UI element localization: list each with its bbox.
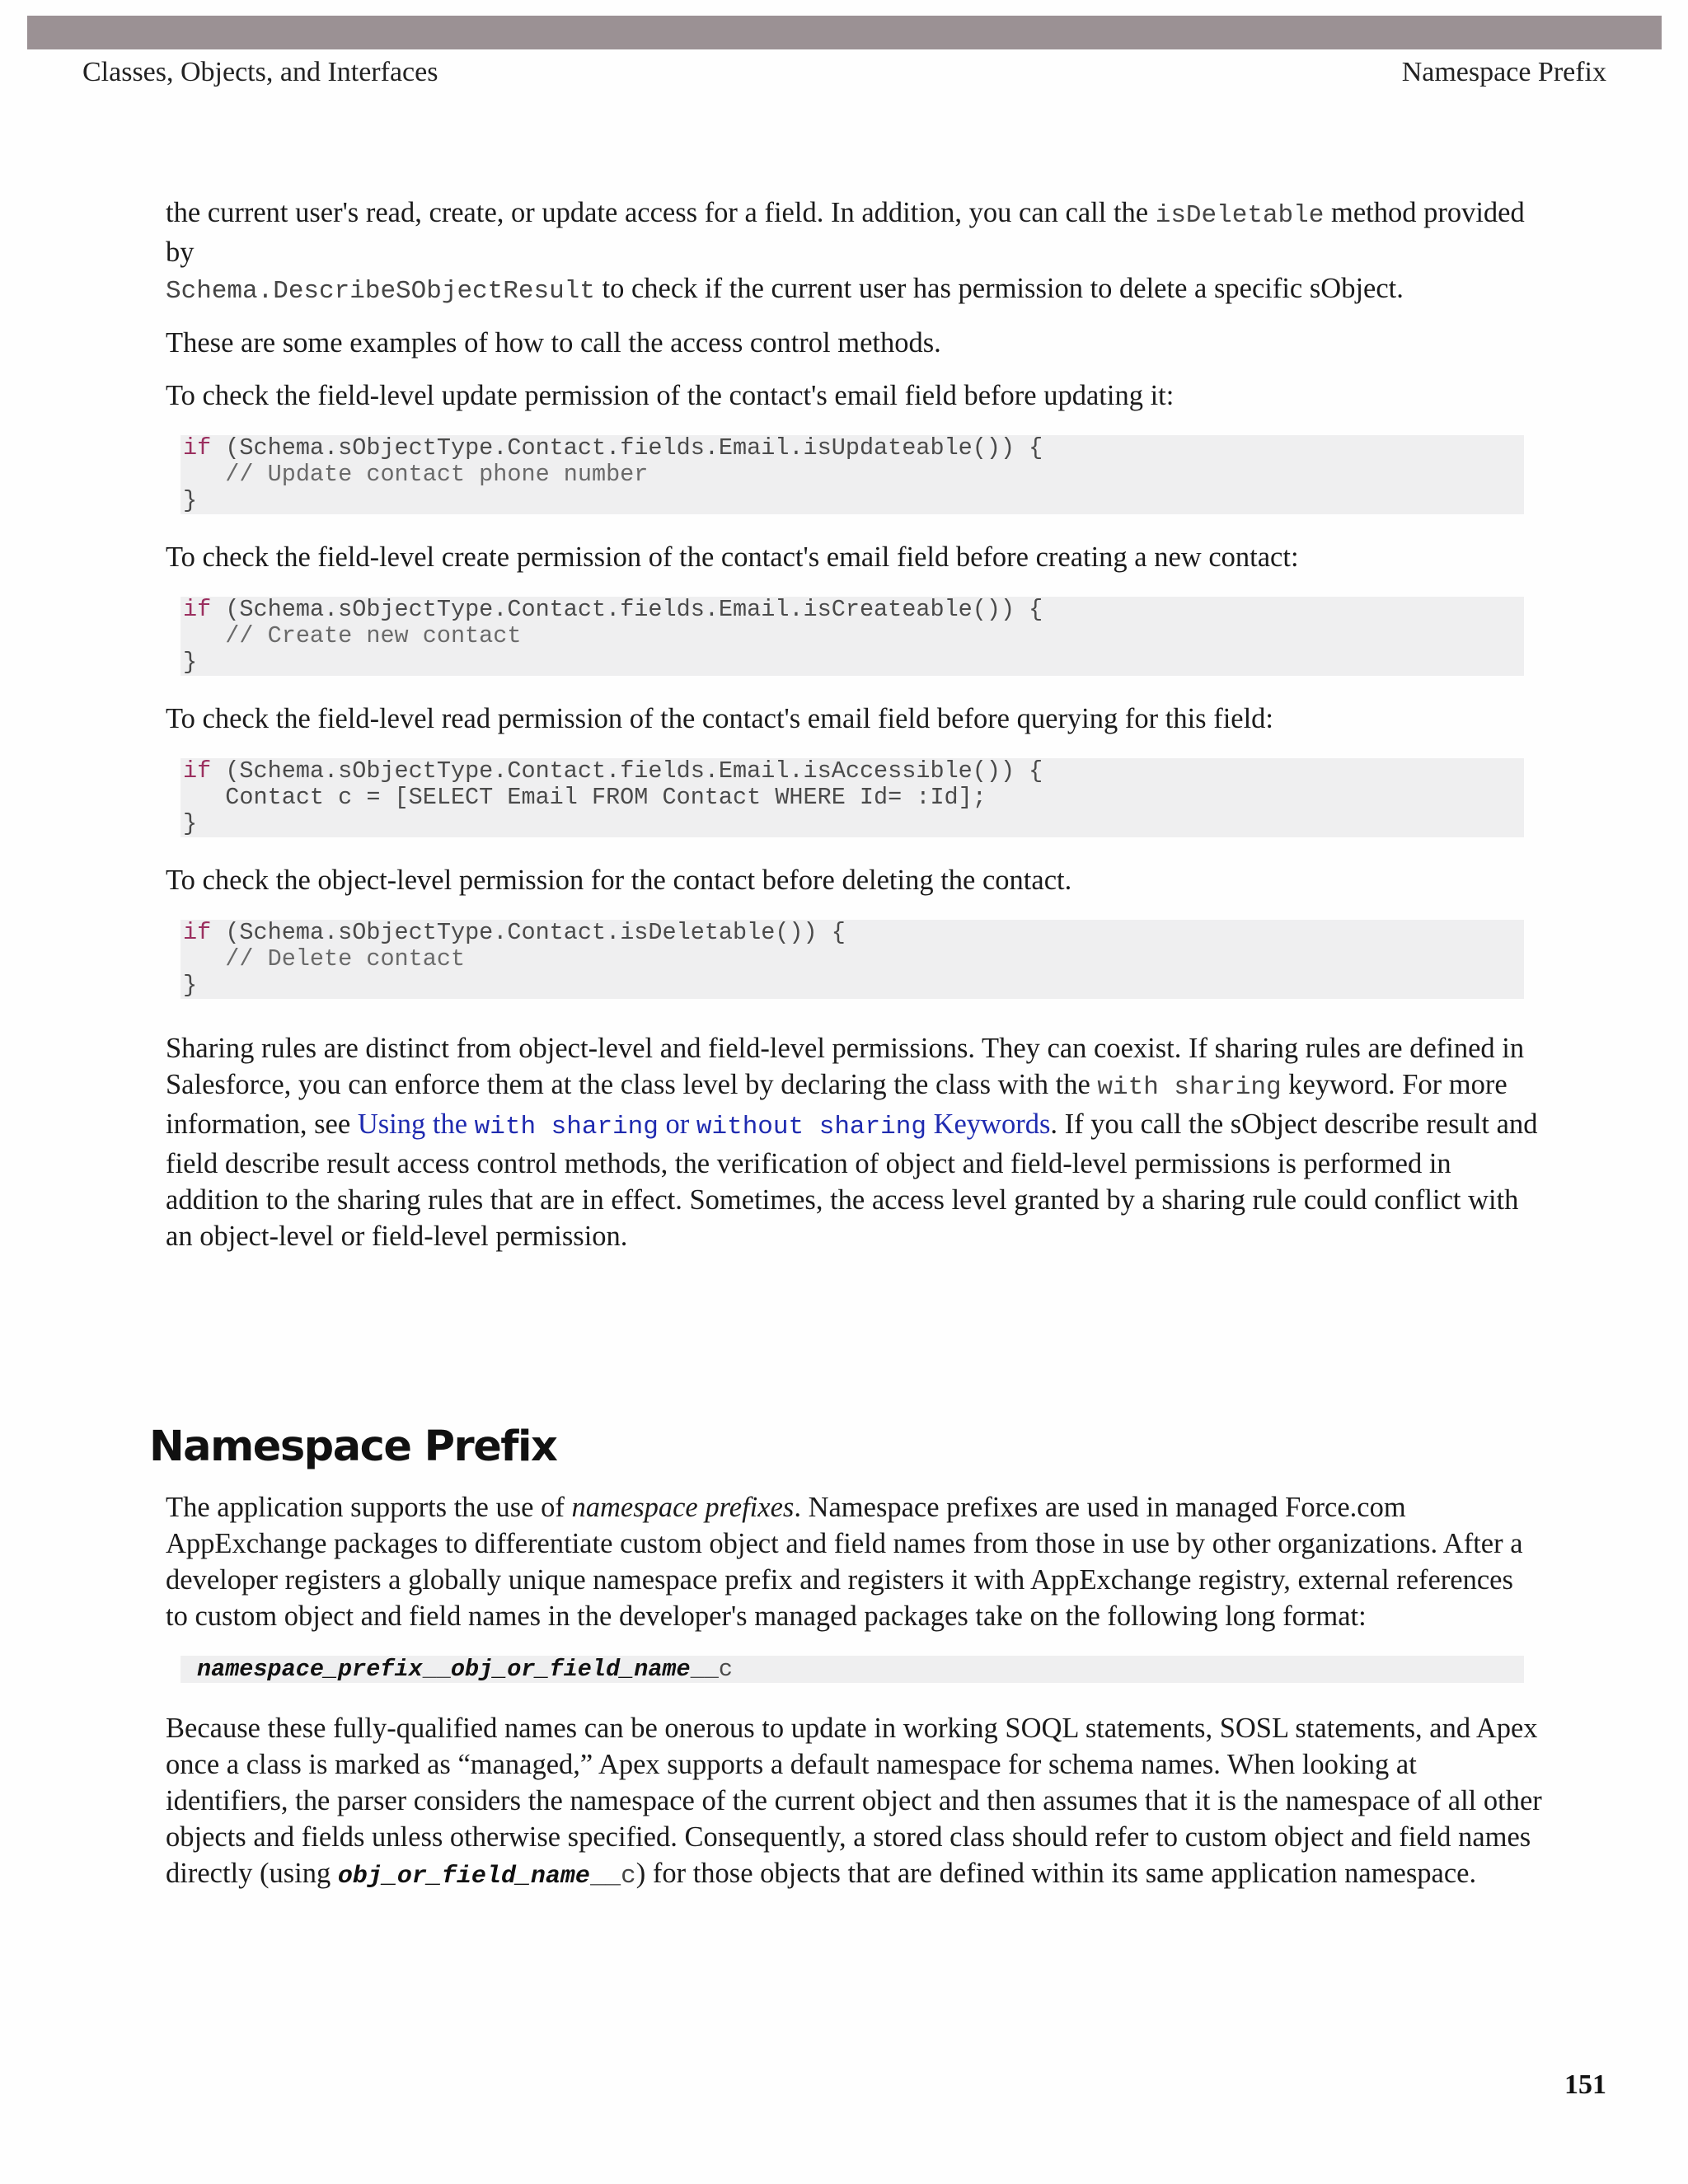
code-comment: // Create new contact (183, 622, 522, 649)
text: . If you call the sObject describe result and field describe result access control methods, the verification of object and field-level permissions is performed in addition to the sharing rules that are in effect. Sometimes, the access level granted by a sharing rule could conflict with an object-level or field-level permission. (166, 1108, 1538, 1252)
paragraph-delete-check: To check the object-level permission for the contact before deleting the contact. (166, 865, 1072, 896)
code-block-namespace-format (181, 1656, 1524, 1683)
code-text: (Schema.sObjectType.Contact.fields.Email.isCreateable()) { (211, 596, 1043, 623)
link-code: without sharing (696, 1113, 926, 1141)
code-block-read (181, 758, 1524, 837)
code-text: (Schema.sObjectType.Contact.fields.Email.isAccessible()) { (211, 757, 1043, 785)
code-line (183, 435, 1524, 462)
code-line: Contact c = [SELECT Email FROM Contact WHERE Id= :Id]; (183, 784, 987, 811)
paragraph-create-check: To check the field-level create permission of the contact's email field before creating a new contact: (166, 541, 1299, 573)
code-block-delete (181, 920, 1524, 999)
paragraph-update-check: To check the field-level update permission of the contact's email field before updating it: (166, 380, 1175, 411)
inline-code: __c (589, 1862, 636, 1891)
paragraph-access-methods (166, 194, 1542, 310)
code-line (183, 920, 1524, 946)
code-line: } (183, 649, 198, 676)
text: ) for those objects that are defined within its same application namespace. (635, 1858, 1477, 1889)
keyword-if: if (183, 596, 212, 623)
link-text: or (658, 1108, 696, 1140)
code-block-create (181, 597, 1524, 676)
page-number: 151 (1564, 2069, 1606, 2100)
paragraph-read-check: To check the field-level read permission of the contact's email field before querying for this field: (166, 703, 1274, 734)
link-code: with sharing (474, 1113, 659, 1141)
keyword-if: if (183, 919, 212, 946)
inline-code-describesobjectresult: Schema.DescribeSObjectResult (166, 277, 595, 306)
code-bold-italic: obj_or_field_name (337, 1863, 590, 1891)
code-text: (Schema.sObjectType.Contact.fields.Email.isUpdateable()) { (211, 434, 1043, 462)
paragraph-default-namespace (166, 1710, 1542, 1895)
section-heading: Namespace Prefix (149, 1422, 557, 1471)
code-comment: // Update contact phone number (183, 461, 649, 488)
code-line (183, 597, 1524, 623)
running-header-chapter: Classes, Objects, and Interfaces (82, 57, 438, 87)
code-line: } (183, 487, 198, 514)
text: keyword. For more information, see (166, 1069, 1507, 1140)
link-text: Keywords (926, 1108, 1051, 1140)
top-color-bar (27, 16, 1662, 49)
link-text: Using the (357, 1108, 475, 1140)
code-text: __c (690, 1656, 733, 1683)
code-bold-italic: obj_or_field_name (450, 1656, 691, 1683)
code-bold-italic: namespace_prefix (197, 1656, 423, 1683)
text: Because these fully-qualified names can be onerous to update in working SOQL statements, SOSL statements, and Apex once a class is marked as “managed,” Apex supports a default namespace for schema names. When looking at identifiers, the parser considers the namespace of the current object and then assumes that it is the namespace of all other objects and fields unless otherwise specified. Consequently, a stored class should refer to custom object and field names directly (using (166, 1713, 1542, 1889)
paragraph-sharing-rules (166, 1030, 1542, 1254)
text: the current user's read, create, or update access for a field. In addition, you can call the (166, 197, 1156, 228)
text: method provided by (166, 197, 1525, 268)
code-line (197, 1656, 1524, 1683)
code-text: (Schema.sObjectType.Contact.isDeletable()) { (211, 919, 846, 946)
keyword-if: if (183, 757, 212, 785)
page-content (166, 194, 1542, 1254)
emphasis: namespace prefixes (571, 1492, 795, 1523)
code-block-update (181, 435, 1524, 514)
code-line (183, 758, 1524, 785)
text: Sharing rules are distinct from object-level and field-level permissions. They can coexist. If sharing rules are defined in Salesforce, you can enforce them at the class level by declaring the class with the (166, 1033, 1525, 1100)
text: . Namespace prefixes are used in managed Force.com AppExchange packages to differentiate custom object and field names from those in use by other organizations. After a developer registers a globally unique namespace prefix and registers it with AppExchange registry, external references to custom object and field names in the developer's managed packages take on the following long format: (166, 1492, 1523, 1632)
paragraph-examples-intro: These are some examples of how to call the access control methods. (166, 327, 941, 359)
inline-code-isdeletable: isDeletable (1155, 201, 1325, 230)
code-line: } (183, 972, 198, 999)
code-line: } (183, 810, 198, 837)
section-content (166, 1489, 1542, 1895)
paragraph-namespace-intro (166, 1489, 1542, 1634)
text: The application supports the use of (166, 1492, 572, 1523)
link-sharing-keywords[interactable] (358, 1108, 1051, 1140)
keyword-if: if (183, 434, 212, 462)
code-text: __ (422, 1656, 451, 1683)
text: to check if the current user has permission to delete a specific sObject. (594, 273, 1404, 304)
running-header-section: Namespace Prefix (1401, 57, 1606, 87)
inline-code-with-sharing: with sharing (1097, 1073, 1282, 1102)
code-comment: // Delete contact (183, 945, 466, 972)
